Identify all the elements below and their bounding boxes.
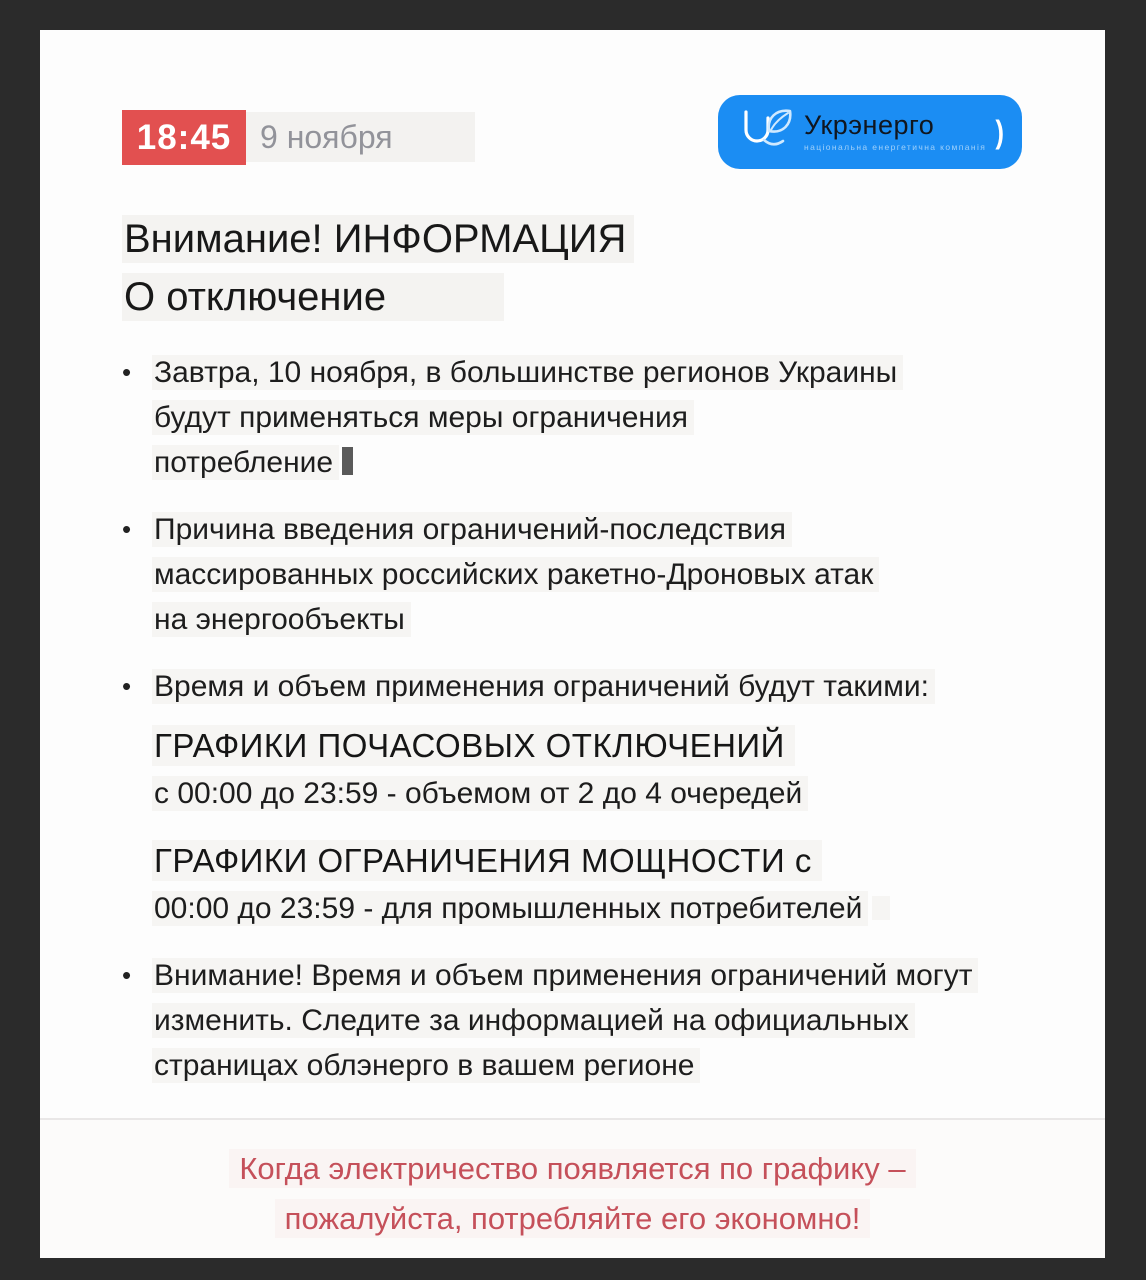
title-line-2: О отключение — [122, 268, 1105, 326]
footer-note — [40, 1118, 1105, 1258]
post-card — [40, 30, 1105, 1258]
footer-line-1: Когда электричество появляется по графику – — [40, 1144, 1105, 1194]
post-header — [40, 30, 1105, 210]
bullet-item-1 — [122, 350, 1105, 485]
bullet-line: будут применяться меры ограничения — [152, 395, 1105, 440]
brand-name: Укрэнерго — [804, 110, 935, 141]
bullet-line: Завтра, 10 ноября, в большинстве регионов Украины — [152, 350, 1105, 395]
schedule-detail: 00:00 до 23:59 - для промышленных потребителей — [152, 886, 1105, 931]
bullet-line: Время и объем применения ограничений будут такими: — [152, 664, 1105, 709]
bullet-dot-icon: • — [122, 960, 132, 990]
bullet-dot-icon: • — [122, 357, 132, 387]
post-title — [122, 210, 1105, 326]
bullet-item-3 — [122, 664, 1105, 709]
schedule-block-1 — [152, 721, 1105, 816]
chevron-right-icon: ) — [995, 112, 1004, 151]
bullet-item-2 — [122, 507, 1105, 642]
time-badge — [122, 110, 246, 165]
title-line-1: Внимание! ИНФОРМАЦИЯ — [122, 210, 1105, 268]
bullet-line: Причина введения ограничений-последствия — [152, 507, 1105, 552]
bullet-line: страницах облэнерго в вашем регионе — [152, 1043, 1105, 1088]
date-text: 9 ноября — [260, 118, 393, 155]
bullet-line: массированных российских ракетно-Дроновых атак — [152, 552, 1105, 597]
brand-text — [804, 112, 989, 152]
bullet-item-4 — [122, 953, 1105, 1088]
bullet-line: изменить. Следите за информацией на официальных — [152, 998, 1105, 1043]
schedule-detail: с 00:00 до 23:59 - объемом от 2 до 4 очередей — [152, 771, 1105, 816]
brand-badge-button[interactable] — [718, 95, 1022, 169]
time-label: 18:45 — [136, 117, 232, 157]
ukrenergo-logo-icon — [736, 104, 798, 161]
schedule-block-2 — [152, 836, 1105, 931]
bullet-line: потребление — [152, 440, 1105, 485]
text-cursor-artifact — [342, 447, 353, 475]
schedule-heading: ГРАФИКИ ОГРАНИЧЕНИЯ МОЩНОСТИ с — [152, 836, 1105, 886]
brand-tagline: національна енергетична компанія — [804, 142, 987, 153]
bullet-dot-icon: • — [122, 671, 132, 701]
spacer — [40, 1088, 1105, 1118]
bullet-line: на энергообъекты — [152, 597, 1105, 642]
bullet-line: Внимание! Время и объем применения ограничений могут — [152, 953, 1105, 998]
overlay-artifact — [872, 896, 890, 920]
bullet-dot-icon: • — [122, 514, 132, 544]
date-label — [246, 112, 475, 162]
schedule-heading: ГРАФИКИ ПОЧАСОВЫХ ОТКЛЮЧЕНИЙ — [152, 721, 1105, 771]
footer-line-2: пожалуйста, потребляйте его экономно! — [40, 1194, 1105, 1244]
